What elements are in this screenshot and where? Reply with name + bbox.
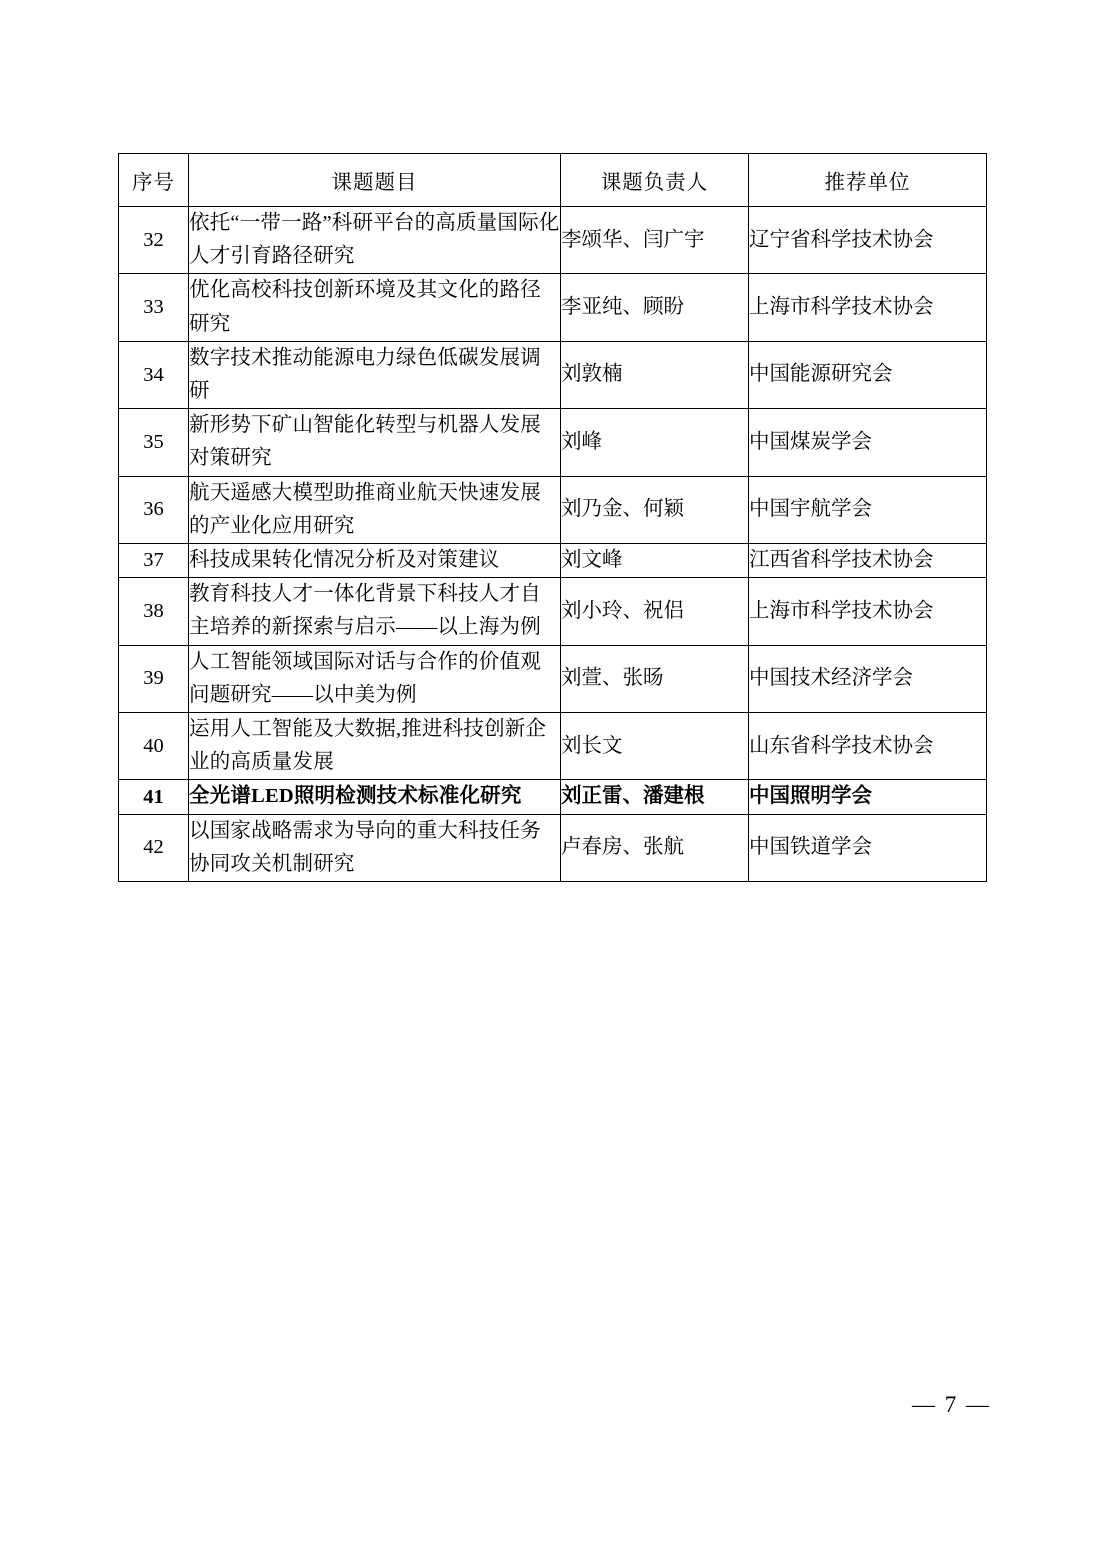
table-row — [119, 814, 987, 881]
row-org: 中国技术经济学会 — [749, 645, 987, 712]
row-org: 上海市科学技术协会 — [749, 578, 987, 645]
row-title: 依托“一带一路”科研平台的高质量国际化人才引育路径研究 — [189, 207, 561, 274]
table-row — [119, 578, 987, 645]
row-leader: 李颂华、闫广宇 — [561, 207, 749, 274]
research-topics-table — [118, 153, 987, 882]
row-title: 以国家战略需求为导向的重大科技任务协同攻关机制研究 — [189, 814, 561, 881]
row-title: 数字技术推动能源电力绿色低碳发展调研 — [189, 341, 561, 408]
row-number: 34 — [119, 341, 189, 408]
table-header — [119, 154, 987, 207]
table-row — [119, 409, 987, 476]
row-number: 39 — [119, 645, 189, 712]
table-row — [119, 645, 987, 712]
row-leader: 李亚纯、顾盼 — [561, 274, 749, 341]
column-header-leader: 课题负责人 — [561, 154, 749, 207]
table-row — [119, 207, 987, 274]
row-leader: 刘文峰 — [561, 544, 749, 578]
table-body — [119, 207, 987, 882]
row-leader: 卢春房、张航 — [561, 814, 749, 881]
row-org: 中国宇航学会 — [749, 476, 987, 543]
research-topics-table-container — [118, 153, 986, 882]
row-leader: 刘乃金、何颖 — [561, 476, 749, 543]
row-leader: 刘长文 — [561, 713, 749, 780]
row-title: 科技成果转化情况分析及对策建议 — [189, 544, 561, 578]
row-org: 山东省科学技术协会 — [749, 713, 987, 780]
row-number: 40 — [119, 713, 189, 780]
row-leader: 刘小玲、祝侣 — [561, 578, 749, 645]
column-header-title: 课题题目 — [189, 154, 561, 207]
row-title: 运用人工智能及大数据,推进科技创新企业的高质量发展 — [189, 713, 561, 780]
row-number: 36 — [119, 476, 189, 543]
column-header-org: 推荐单位 — [749, 154, 987, 207]
row-title: 新形势下矿山智能化转型与机器人发展对策研究 — [189, 409, 561, 476]
table-row — [119, 476, 987, 543]
row-org: 上海市科学技术协会 — [749, 274, 987, 341]
column-header-no: 序号 — [119, 154, 189, 207]
row-number: 38 — [119, 578, 189, 645]
row-org: 中国铁道学会 — [749, 814, 987, 881]
row-number: 32 — [119, 207, 189, 274]
row-org: 辽宁省科学技术协会 — [749, 207, 987, 274]
row-leader: 刘峰 — [561, 409, 749, 476]
table-row — [119, 713, 987, 780]
row-leader: 刘萱、张旸 — [561, 645, 749, 712]
table-row — [119, 341, 987, 408]
row-org: 中国煤炭学会 — [749, 409, 987, 476]
row-number: 35 — [119, 409, 189, 476]
row-number: 41 — [119, 780, 189, 814]
table-row — [119, 274, 987, 341]
page-number: — 7 — — [912, 1392, 991, 1417]
row-number: 42 — [119, 814, 189, 881]
row-title: 航天遥感大模型助推商业航天快速发展的产业化应用研究 — [189, 476, 561, 543]
row-org: 中国能源研究会 — [749, 341, 987, 408]
row-number: 33 — [119, 274, 189, 341]
row-org: 江西省科学技术协会 — [749, 544, 987, 578]
row-leader: 刘正雷、潘建根 — [561, 780, 749, 814]
row-org: 中国照明学会 — [749, 780, 987, 814]
row-title: 教育科技人才一体化背景下科技人才自主培养的新探索与启示——以上海为例 — [189, 578, 561, 645]
table-header-row — [119, 154, 987, 207]
row-title: 全光谱LED照明检测技术标准化研究 — [189, 780, 561, 814]
row-title: 人工智能领域国际对话与合作的价值观问题研究——以中美为例 — [189, 645, 561, 712]
row-number: 37 — [119, 544, 189, 578]
row-title: 优化高校科技创新环境及其文化的路径研究 — [189, 274, 561, 341]
table-row — [119, 544, 987, 578]
row-leader: 刘敦楠 — [561, 341, 749, 408]
table-row — [119, 780, 987, 814]
